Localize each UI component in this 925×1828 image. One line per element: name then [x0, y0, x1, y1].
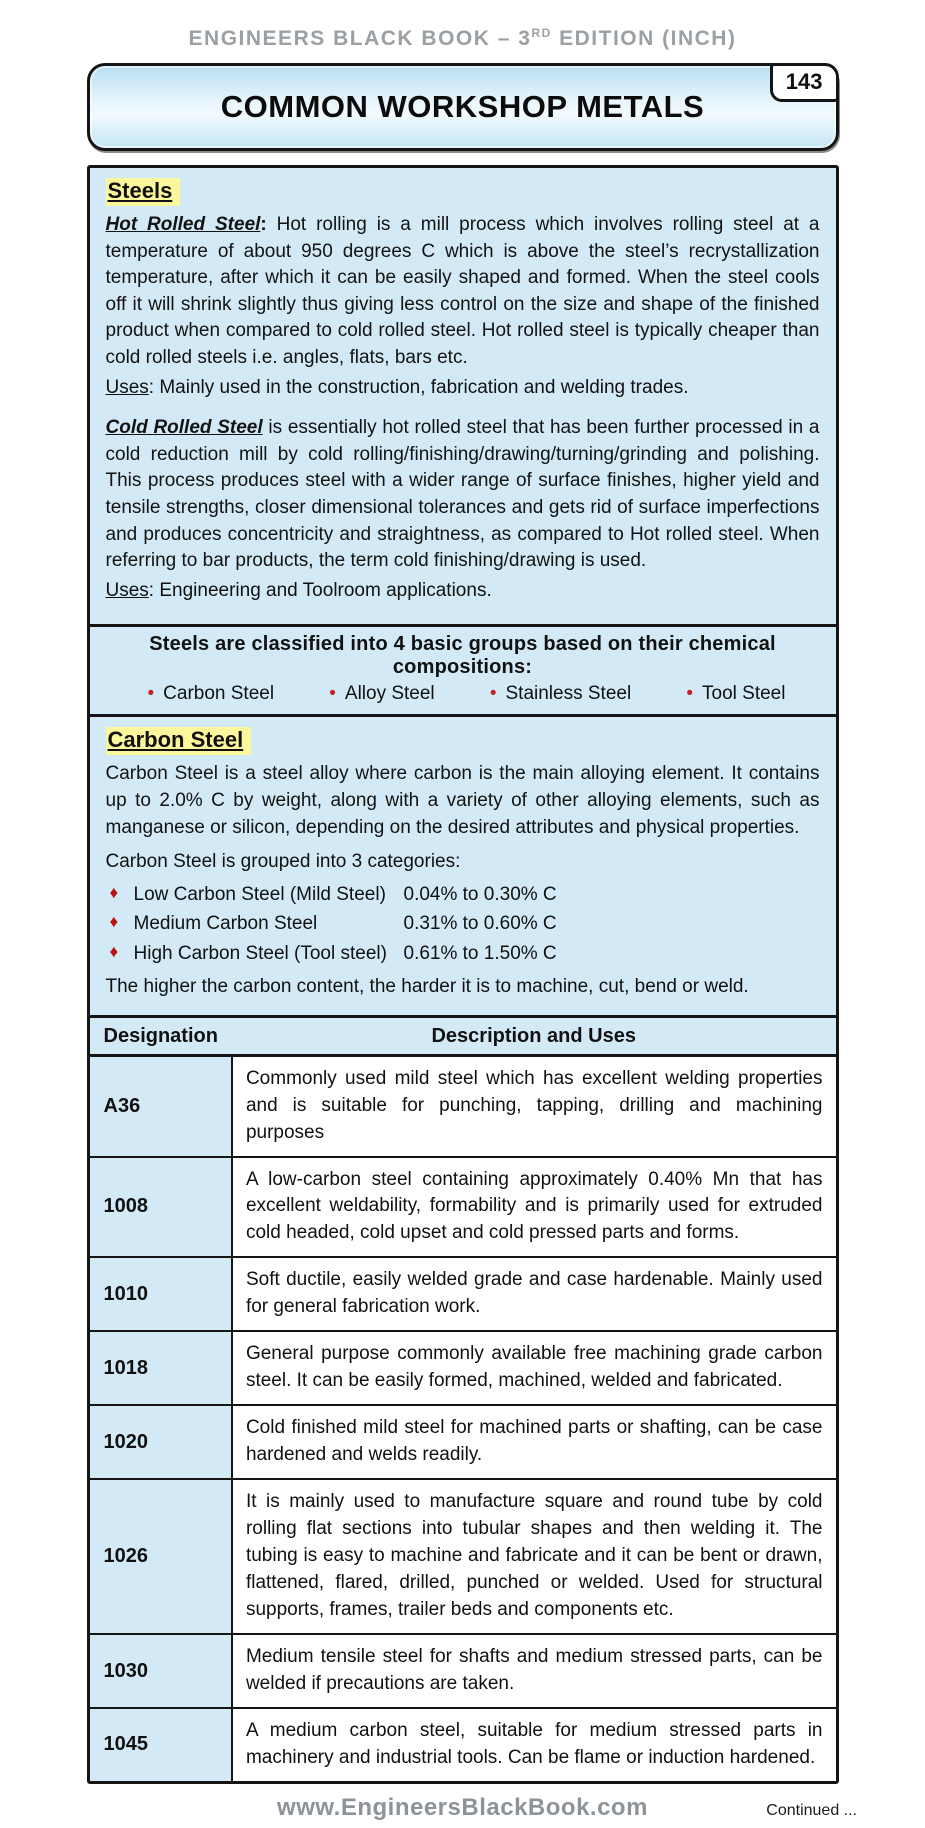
category-range: 0.61% to 1.50% C [403, 942, 557, 964]
carbon-steel-section [90, 717, 836, 1014]
content-panel [87, 165, 839, 1784]
book-header-prefix: ENGINEERS BLACK BOOK – 3 [188, 27, 532, 50]
hot-rolled-lead: Hot Rolled Steel [105, 214, 261, 235]
steel-group-item [490, 683, 631, 705]
table-row [90, 1055, 836, 1156]
category-range: 0.31% to 0.60% C [403, 913, 557, 935]
steel-group-label: Carbon Steel [163, 683, 275, 705]
bullet-icon: • [686, 683, 694, 705]
bullet-icon: • [329, 683, 336, 705]
description-cell: Medium tensile steel for shafts and medium stressed parts, can be welded if precautions are taken. [232, 1634, 836, 1708]
category-label: High Carbon Steel (Tool steel) [133, 942, 387, 964]
category-label: Low Carbon Steel (Mild Steel) [133, 883, 386, 905]
description-cell: General purpose commonly available free machining grade carbon steel. It can be easily formed, machined, welded and fabricated. [232, 1331, 836, 1405]
book-header-suffix: EDITION (INCH) [551, 27, 737, 50]
uses-text: : Mainly used in the construction, fabrication and welding trades. [148, 376, 689, 398]
description-cell: Cold finished mild steel for machined parts or shafting, can be case hardened and welds readily. [232, 1405, 836, 1479]
bullet-icon: • [147, 683, 155, 705]
steel-group-label: Alloy Steel [344, 683, 435, 705]
column-header-description: Description and Uses [232, 1016, 836, 1055]
description-cell: It is mainly used to manufacture square and round tube by cold rolling flat sections into tubular shapes and then welding it. The tubing is easy to machine and fabricate and it can be bent or drawn, flattened, flared, drilled, punched or welded. Used for structural supports, frames, trailer beds and components etc. [232, 1479, 836, 1634]
designation-cell: 1026 [90, 1479, 232, 1634]
steel-group-label: Tool Steel [702, 683, 786, 705]
diamond-bullet-icon: ♦ [109, 882, 119, 902]
uses-text: : Engineering and Toolroom applications. [148, 579, 492, 601]
classification-heading: Steels are classified into 4 basic groups based on their chemical compositions: [149, 633, 776, 679]
metals-table [90, 1015, 836, 1781]
description-cell: A low-carbon steel containing approximately 0.40% Mn that has excellent weldability, formability and is primarily used for extruded cold headed, cold upset and cold pressed parts and forms. [232, 1157, 836, 1258]
table-row [90, 1257, 836, 1331]
diamond-bullet-icon: ♦ [109, 912, 119, 932]
table-row [90, 1708, 836, 1781]
designation-cell: 1020 [90, 1405, 232, 1479]
steels-heading: Steels [106, 178, 181, 206]
carbon-content-note: The higher the carbon content, the harder it is to machine, cut, bend or weld. [105, 976, 749, 997]
book-header [0, 26, 925, 51]
designation-cell: 1010 [90, 1257, 232, 1331]
cold-rolled-lead: Cold Rolled Steel [105, 417, 263, 439]
designation-cell: 1045 [90, 1708, 232, 1781]
category-row [110, 909, 820, 938]
category-label: Medium Carbon Steel [133, 913, 318, 935]
categories-intro: Carbon Steel is grouped into 3 categories: [105, 851, 461, 873]
steel-group-item [329, 683, 434, 705]
description-cell: A medium carbon steel, suitable for medium stressed parts in machinery and industrial tools. Can be flame or induction hardened. [232, 1708, 836, 1781]
category-range: 0.04% to 0.30% C [403, 883, 557, 905]
diamond-bullet-icon: ♦ [109, 941, 119, 961]
steel-group-item [148, 683, 275, 705]
book-header-superscript: RD [531, 26, 552, 40]
classification-strip [90, 624, 836, 717]
steel-group-label: Stainless Steel [505, 683, 632, 705]
column-header-designation: Designation [90, 1016, 232, 1055]
table-row [90, 1479, 836, 1634]
uses-label: Uses [105, 376, 149, 398]
bullet-icon: • [489, 683, 497, 705]
title-box [87, 63, 839, 151]
carbon-steel-intro: Carbon Steel is a steel alloy where carbon is the main alloying element. It contains up to 2.0% C by weight, along with a variety of other alloying elements, such as manganese or silicon, depending on the desired attributes and physical properties. [105, 763, 820, 838]
category-row [110, 880, 820, 909]
designation-cell: 1018 [90, 1331, 232, 1405]
carbon-steel-heading: Carbon Steel [106, 727, 252, 755]
hot-rolled-paragraph [106, 212, 820, 372]
hot-rolled-colon: : [260, 214, 267, 235]
table-header-row [90, 1016, 836, 1055]
footer-website: www.EngineersBlackBook.com [277, 1793, 648, 1821]
table-row [90, 1405, 836, 1479]
table-row [90, 1157, 836, 1258]
page-title: COMMON WORKSHOP METALS [220, 89, 705, 124]
hot-rolled-body: Hot rolling is a mill process which involves rolling steel at a temperature of about 950 degrees C which is above the steel’s recrystallization temperature, after which it can be easily shaped and formed. When the steel cools off it will shrink slightly thus giving less control on the size and shape of the finished product when compared to cold rolled steel. Hot rolled steel is typically cheaper than cold rolled steels i.e. angles, flats, bars etc. [105, 214, 820, 368]
designation-cell: A36 [90, 1055, 232, 1156]
description-cell: Soft ductile, easily welded grade and case hardenable. Mainly used for general fabrication work. [232, 1257, 836, 1331]
steels-section [90, 168, 836, 624]
steel-groups-row [104, 679, 822, 705]
table-row [90, 1634, 836, 1708]
category-row [110, 939, 820, 968]
steel-group-item [686, 683, 785, 705]
footer-continued: Continued ... [766, 1801, 857, 1819]
table-row [90, 1331, 836, 1405]
hot-rolled-uses-line [106, 375, 820, 402]
designation-cell: 1030 [90, 1634, 232, 1708]
cold-rolled-body: is essentially hot rolled steel that has been further processed in a cold reduction mill by cold rolling/finishing/drawing/turning/grinding and polishing. This process produces steel with a wider range of surface finishes, higher yield and tensile strengths, closer dimensional tolerances and gets rid of surface imperfections and produces concentricity and straightness, as compared to Hot rolled steel. When referring to bar products, the term cold finishing/drawing is used. [105, 417, 820, 572]
cold-rolled-paragraph [106, 415, 820, 575]
designation-cell: 1008 [90, 1157, 232, 1258]
description-cell: Commonly used mild steel which has excellent welding properties and is suitable for punching, tapping, drilling and machining purposes [232, 1055, 836, 1156]
cold-rolled-uses-line [106, 578, 820, 605]
page-footer [0, 1794, 925, 1828]
page-number-badge: 143 [770, 63, 839, 102]
uses-label: Uses [105, 579, 149, 601]
